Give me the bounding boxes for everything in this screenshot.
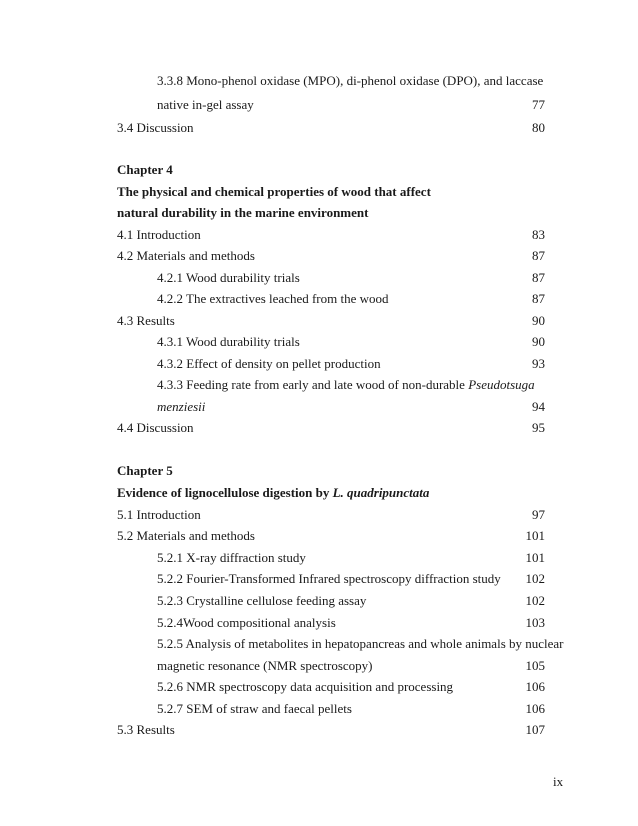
toc-entry-title: 4.2.1 Wood durability trials <box>157 270 300 285</box>
toc-entry <box>0 614 638 632</box>
toc-entry <box>0 678 638 696</box>
toc-entry-page: 94 <box>532 399 545 414</box>
toc-entry <box>0 527 638 545</box>
toc-entry <box>0 312 638 330</box>
toc-entry <box>0 355 638 373</box>
toc-entry-title: 3.4 Discussion <box>117 120 194 135</box>
toc-entry-page: 102 <box>525 593 545 608</box>
toc-entry-page: 77 <box>532 97 545 112</box>
toc-entry-page: 80 <box>532 120 545 135</box>
toc-entry-title: 5.2.1 X-ray diffraction study <box>157 550 306 565</box>
toc-entry-page: 103 <box>525 615 545 630</box>
toc-entry-title: 4.1 Introduction <box>117 227 201 242</box>
toc-entry <box>0 376 638 394</box>
toc-entry-page: 107 <box>525 722 545 737</box>
toc-entry-title: 4.3.1 Wood durability trials <box>157 334 300 349</box>
toc-entry-title: 5.2.3 Crystalline cellulose feeding assay <box>157 593 367 608</box>
toc-entry-page: 93 <box>532 356 545 371</box>
toc-entry-title: 5.1 Introduction <box>117 507 201 522</box>
chapter-label: Chapter 5 <box>117 463 173 478</box>
chapter-title-line: Evidence of lignocellulose digestion by L. quadripunctata <box>117 485 430 500</box>
toc-entry <box>0 657 638 675</box>
toc-entry <box>0 700 638 718</box>
toc-entry <box>0 592 638 610</box>
toc-entry-title: 4.3 Results <box>117 313 175 328</box>
toc-entry <box>0 570 638 588</box>
chapter-title <box>0 484 638 502</box>
toc-entry-page: 87 <box>532 291 545 306</box>
toc-entry <box>0 721 638 739</box>
toc-entry-page: 87 <box>532 270 545 285</box>
toc-entry <box>0 72 638 90</box>
toc-entry-page: 83 <box>532 227 545 242</box>
toc-entry-page: 87 <box>532 248 545 263</box>
toc-entry-page: 106 <box>525 701 545 716</box>
toc-entry-title: 3.3.8 Mono-phenol oxidase (MPO), di-phenol oxidase (DPO), and laccase <box>157 73 544 88</box>
toc-entry-page: 101 <box>525 550 545 565</box>
toc-entry-title: 5.2.5 Analysis of metabolites in hepatopancreas and whole animals by nuclear <box>157 636 564 651</box>
toc-entry <box>0 333 638 351</box>
toc-entry-page: 90 <box>532 334 545 349</box>
toc-entry-page: 97 <box>532 507 545 522</box>
toc-entry <box>0 247 638 265</box>
toc-entry-title: 5.2.4Wood compositional analysis <box>157 615 336 630</box>
toc-entry-page: 102 <box>525 571 545 586</box>
species-name: menziesii <box>157 399 206 414</box>
toc-entry <box>0 419 638 437</box>
toc-entry-title: 4.2.2 The extractives leached from the wood <box>157 291 389 306</box>
species-name: Pseudotsuga <box>468 377 535 392</box>
chapter-heading <box>0 462 638 480</box>
chapter-label: Chapter 4 <box>117 162 173 177</box>
chapter-title-line: natural durability in the marine environment <box>117 205 369 220</box>
toc-entry-page: 101 <box>525 528 545 543</box>
chapter-title <box>0 183 638 201</box>
toc-entry <box>0 635 638 653</box>
toc-entry <box>0 290 638 308</box>
toc-entry-page: 90 <box>532 313 545 328</box>
toc-entry-title: 5.2.2 Fourier-Transformed Infrared spectroscopy diffraction study <box>157 571 501 586</box>
toc-entry-title: 4.3.2 Effect of density on pellet production <box>157 356 381 371</box>
toc-entry <box>0 398 638 416</box>
toc-entry-title: 4.3.3 Feeding rate from early and late wood of non-durable Pseudotsuga <box>157 377 535 392</box>
toc-entry-title: 5.2.6 NMR spectroscopy data acquisition and processing <box>157 679 454 694</box>
toc-entry-title: 5.3 Results <box>117 722 175 737</box>
page-number: ix <box>553 774 564 789</box>
toc-entry-title: magnetic resonance (NMR spectroscopy) <box>157 658 373 673</box>
toc-entry-title: 4.2 Materials and methods <box>117 248 255 263</box>
toc-entry-title: 5.2.7 SEM of straw and faecal pellets <box>157 701 352 716</box>
toc-entry-title: 5.2 Materials and methods <box>117 528 255 543</box>
toc-entry-page: 95 <box>532 420 545 435</box>
toc-entry <box>0 506 638 524</box>
toc-entry <box>0 226 638 244</box>
toc-entry-page: 105 <box>525 658 545 673</box>
toc-entry <box>0 96 638 114</box>
toc-entry-title: 4.4 Discussion <box>117 420 194 435</box>
species-name: L. quadripunctata <box>332 485 430 500</box>
toc-entry-page: 106 <box>525 679 545 694</box>
chapter-heading <box>0 161 638 179</box>
toc-entry <box>0 549 638 567</box>
toc-entry <box>0 119 638 137</box>
toc-entry-title: native in-gel assay <box>157 97 254 112</box>
chapter-title <box>0 204 638 222</box>
toc-entry <box>0 269 638 287</box>
chapter-title-line: The physical and chemical properties of wood that affect <box>117 184 431 199</box>
